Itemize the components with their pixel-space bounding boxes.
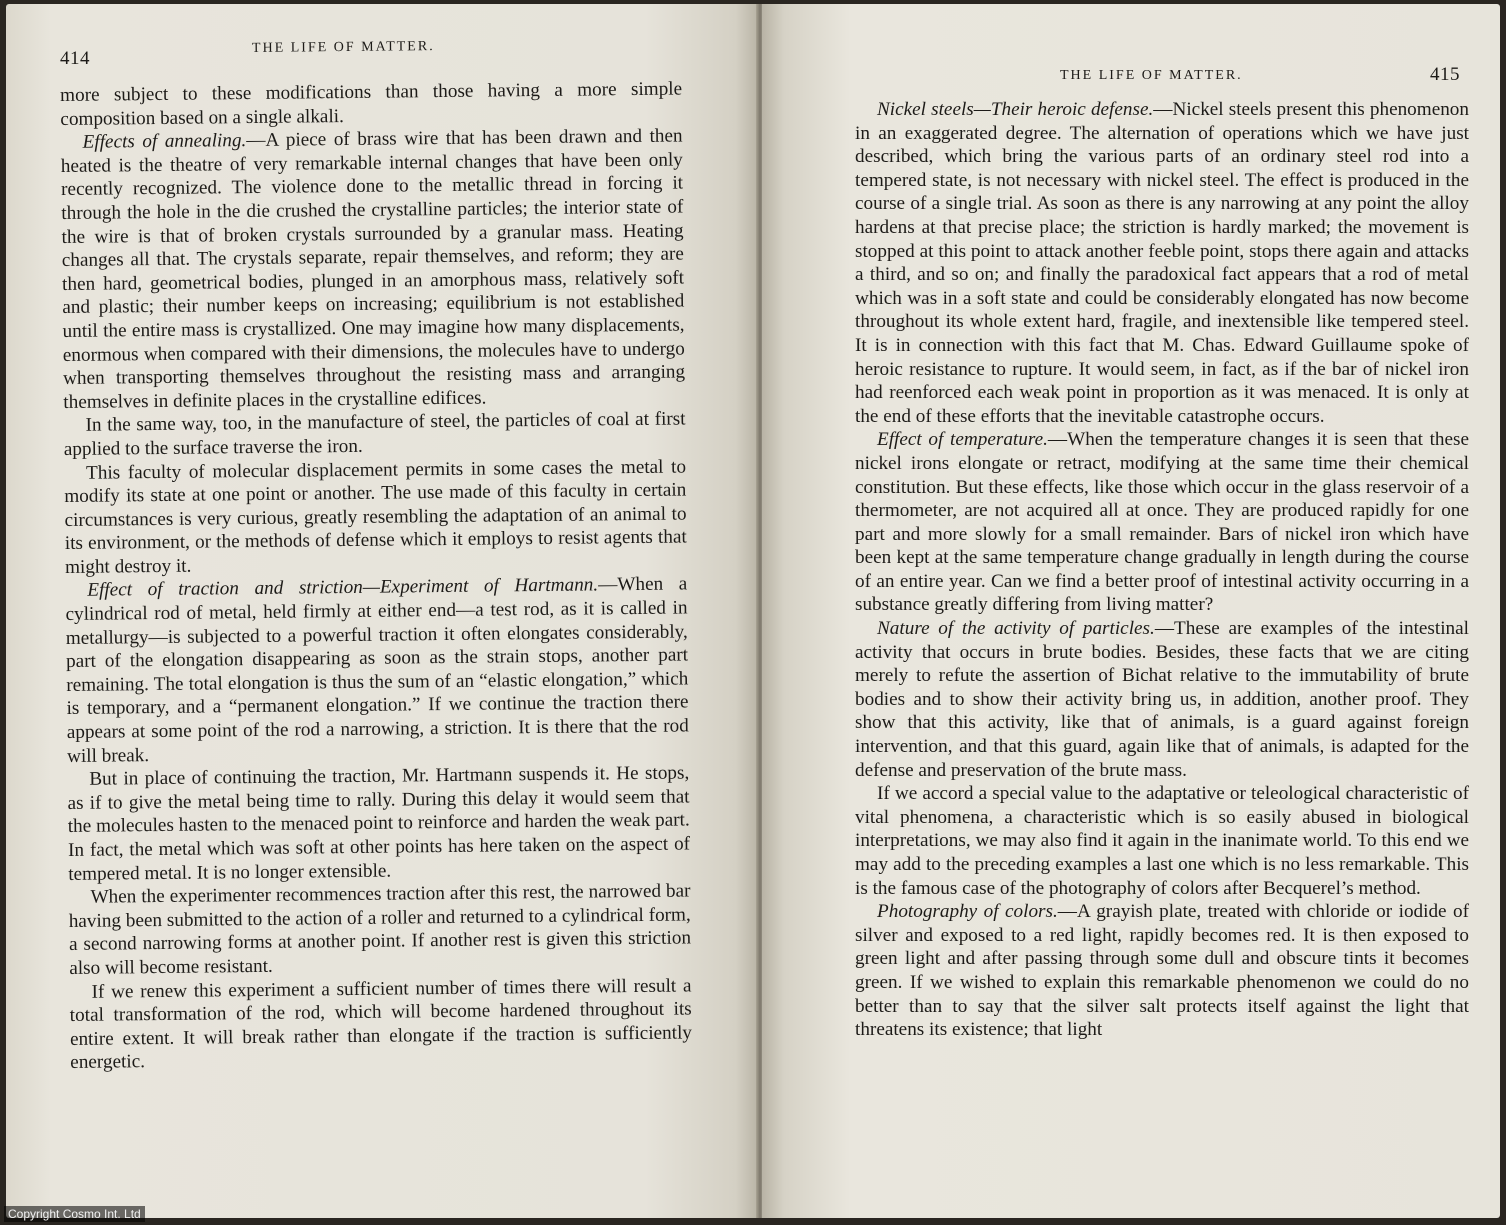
paragraph: Photography of colors.—A grayish plate, treated with chloride or iodide of silver and exposed to a red light, rapidly becomes red. It is then exposed to green light and after passing through some dull and obscure tints it becomes green. If we wished to explain this remarkable phenomenon we could do no better than to say that the silver salt protects itself against the light that threatens its existence; that light (855, 901, 1469, 1041)
running-head: THE LIFE OF MATTER. (1060, 68, 1243, 83)
paragraph: Nature of the activity of particles.—These are examples of the intestinal activity that occurs in brute bodies. Besides, these facts that we are citing merely to refute the assertion of Bichat relative to the immutability of brute bodies and to show their activity bring us, in addition, another proof. They show that this activity, like that of animals, is a guard against foreign intervention, and that this guard, again like that of animals, is adapted for the defense and preservation of the brute mass. (855, 618, 1469, 781)
paragraph: This faculty of molecular displacement permits in some cases the metal to modify its state at one point or another. The use made of this faculty in certain circumstances is very curious, greatly resembling the adaptation of an animal to its environment, or the methods of defense which it employs to resist agents that might destroy it. (64, 455, 687, 578)
paragraph: more subject to these modifications than those having a more simple composition based on a single alkali. (60, 78, 683, 130)
paragraph: Effect of temperature.—When the temperature changes it is seen that these nickel irons elongate or retract, modifying at the same time their chemical constitution. But these effects, like those which occur in the glass reservoir of a thermometer, are not acquired all at once. They are produced rapidly for one part and more slowly for a small remainder. Bars of nickel iron which have been kept at the same temperature change gradually in length during the course of an entire year. Can we find a better proof of intestinal activity occurring in a substance greatly differing from living matter? (855, 429, 1470, 616)
right-page (762, 4, 1500, 1218)
copyright-watermark: Copyright Cosmo Int. Ltd (4, 1206, 145, 1222)
paragraph: If we renew this experiment a sufficient number of times there will result a total transformation of the rod, which will become hardened throughout its entire extent. It will break rather than elongate if the traction is sufficiently energetic. (69, 974, 693, 1074)
paragraph: Effects of annealing.—A piece of brass wire that has been drawn and then heated is the theatre of very remarkable internal changes that have been only recently recognized. The violence done to the metallic thread in forcing it through the hole in the die crushed the crystalline particles; the interior state of the wire is that of broken crystals surrounded by a granular mass. Heating changes all that. The crystals separate, repair themselves, and reform; they are then hard, geometrical bodies, plunged in an amorphous mass, relatively soft and plastic; their number keeps on increasing; equilibrium is not established until the entire mass is crystallized. One may imagine how many displacements, enormous when compared with their dimensions, the molecules have to undergo when transporting themselves throughout the resisting mass and arranging themselves in definite places in the crystalline edifices. (60, 125, 686, 413)
running-head: THE LIFE OF MATTER. (251, 39, 435, 56)
paragraph: In the same way, too, in the manufacture of steel, the particles of coal at first applied to the surface traverse the iron. (63, 408, 686, 460)
left-page (6, 4, 758, 1218)
page-number: 414 (60, 48, 90, 69)
paragraph: But in place of continuing the traction, Mr. Hartmann suspends it. He stops, as if to give the metal being time to rally. During this delay it would seem that the molecules hasten to the menaced point to reinforce and harden the weak part. In fact, the metal which was soft at other points has here taken on the aspect of tempered metal. It is no longer extensible. (67, 762, 691, 885)
paragraph: Effect of traction and striction—Experiment of Hartmann.—When a cylindrical rod of metal, held firmly at either end—a test rod, as it is called in metallurgy—is subjected to a powerful traction it often elongates considerably, part of the elongation disappearing as soon as the strain stops, another part remaining. The total elongation is thus the sum of an “elastic elongation,” which is temporary, and a “permanent elongation.” If we continue the traction there appears at some point of the rod a narrowing, a striction. It is there that the rod will break. (65, 573, 689, 767)
body-text (855, 98, 1469, 1042)
page-number: 415 (1430, 64, 1460, 85)
paragraph: When the experimenter recommences traction after this rest, the narrowed bar having been submitted to the action of a roller and returned to a cylindrical form, a second narrowing forms at another point. If another rest is given this striction also will become resistant. (68, 880, 692, 979)
body-text (60, 77, 692, 1074)
paragraph: If we accord a special value to the adaptative or teleological characteristic of vital phenomena, a characteristic which is so easily abused in biological interpretations, we may also find it again in the inanimate world. To this end we may add to the preceding examples a last one which is no less remarkable. This is the famous case of the photography of colors after Becquerel’s method. (855, 783, 1469, 899)
paragraph: Nickel steels—Their heroic defense.—Nickel steels present this phenomenon in an exaggerated degree. The alternation of operations which we have just described, which bring the various parts of an ordinary steel rod into a tempered state, is not necessary with nickel steel. The effect is produced in the course of a single trial. As soon as there is any narrowing at any point the alloy hardens at that precise place; the striction is hardly marked; the movement is stopped at this point to attack another feeble point, stops there again and attacks a third, and so on; and finally the paradoxical fact appears that a rod of metal which was in a soft state and could be considerably elongated has now become throughout its whole extent hard, fragile, and inextensible like tempered steel. It is in connection with this fact that M. Chas. Edward Guillaume spoke of heroic resistance to rupture. It would seem, in fact, as if the bar of nickel iron had reenforced each weak point in proportion as it was menaced. It is only at the end of these efforts that the inevitable catastrophe occurs. (855, 99, 1469, 427)
